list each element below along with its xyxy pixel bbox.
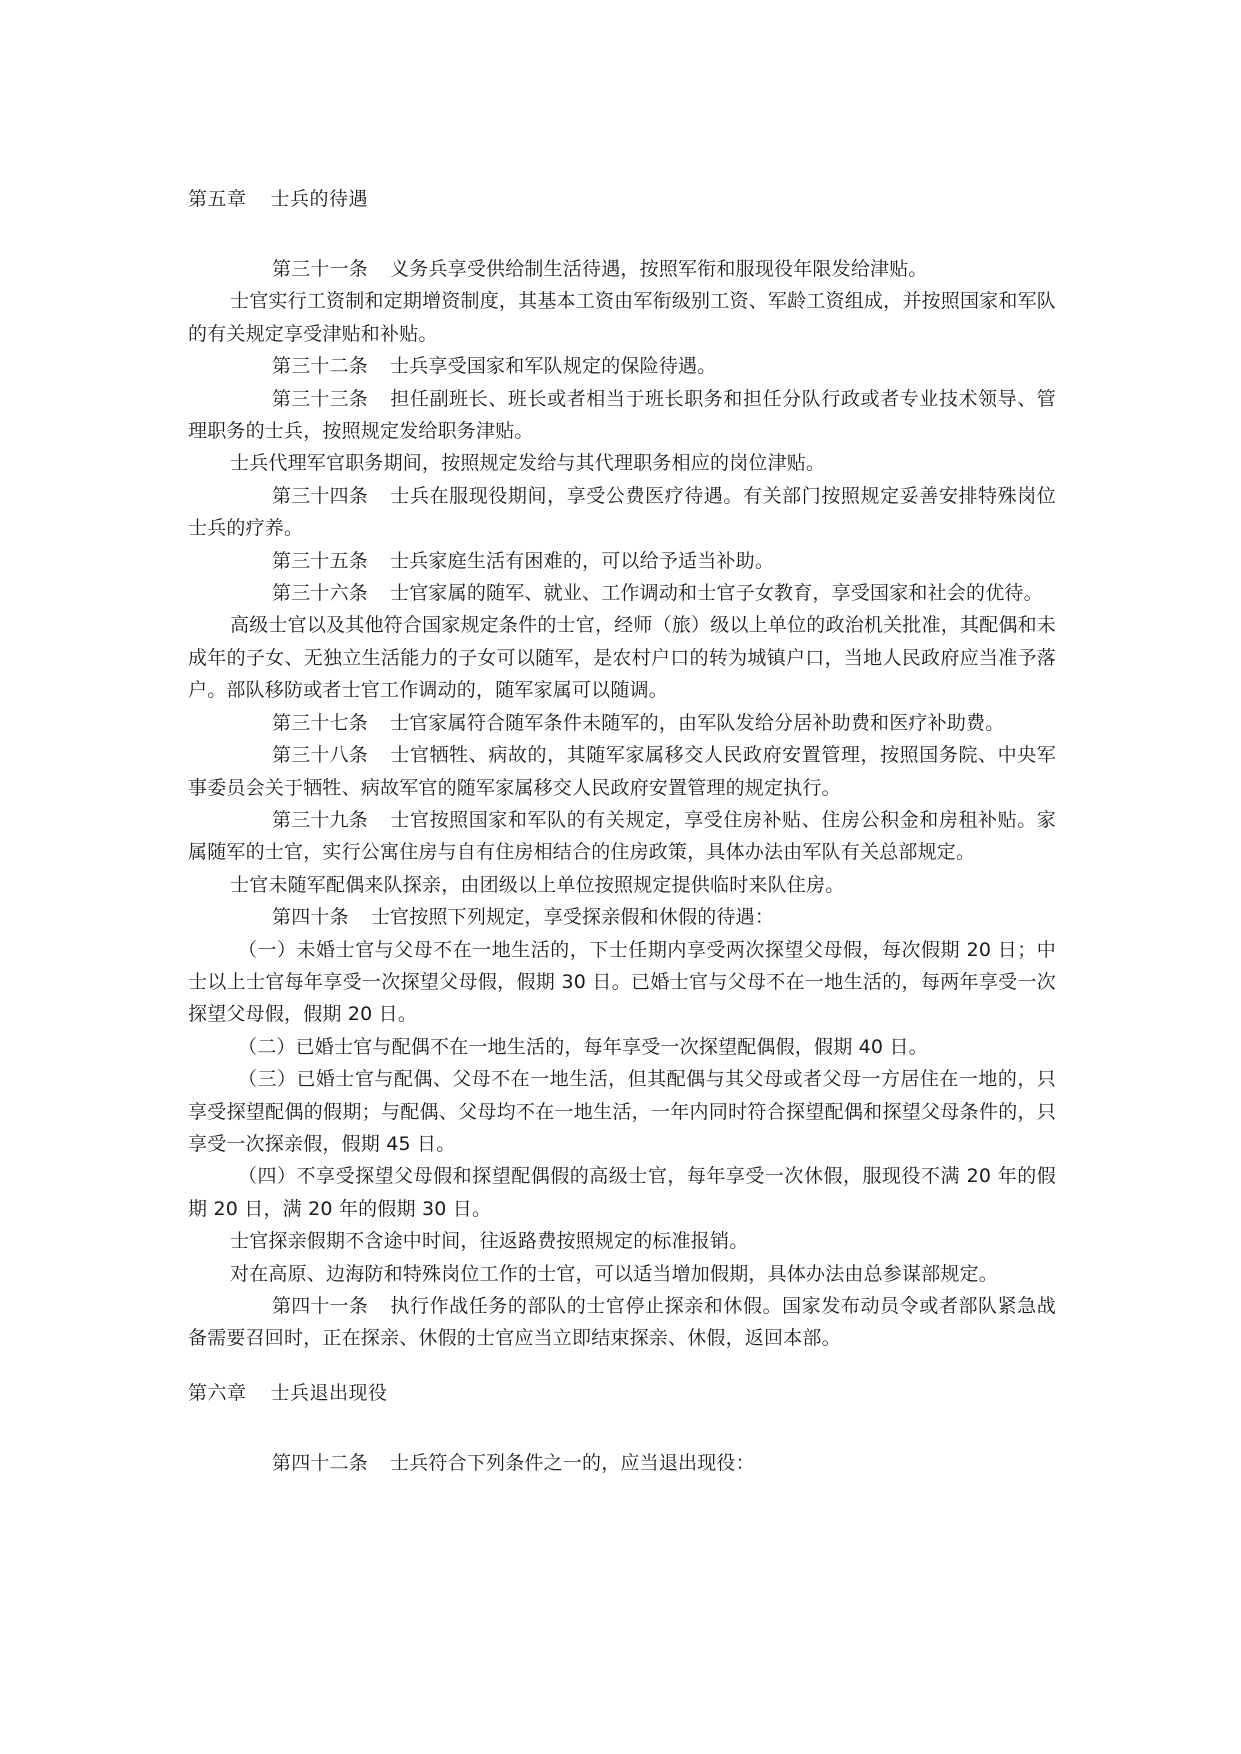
paragraph [188,1225,1056,1257]
paragraph [188,285,1056,350]
paragraph [188,447,1056,479]
article-number: 第三十八条 [272,744,369,767]
paragraph-text: 执行作战任务的部队的士官停止探亲和休假。国家发布动员令或者部队紧急战备需要召回时，正在探亲、休假的士官应当立即结束探亲、休假，返回本部。 [188,1295,1056,1350]
paragraph-text: 士官探亲假期不含途中时间，往返路费按照规定的标准报销。 [230,1230,749,1253]
paragraph-text: 士兵符合下列条件之一的，应当退出现役： [390,1451,755,1474]
article-number: 第三十一条 [272,258,369,280]
article-number: 第三十九条 [272,808,369,831]
paragraph [188,804,1056,869]
paragraph [188,1063,1056,1160]
paragraph [188,253,1056,285]
paragraph [188,934,1056,1031]
paragraph-text: 士官实行工资制和定期增资制度，其基本工资由军衔级别工资、军龄工资组成，并按照国家和军队的有关规定享受津贴和补贴。 [188,290,1056,345]
paragraph [188,383,1056,448]
chapter-number: 第六章 [188,1381,247,1404]
paragraph-text: 士兵家庭生活有困难的，可以给予适当补助。 [390,549,775,572]
article-number: 第三十三条 [272,387,369,410]
document-page [188,183,1056,1479]
paragraph [188,1290,1056,1355]
article-number: 第三十二条 [272,355,369,378]
article-number: 第三十四条 [272,484,369,507]
paragraph-text: 高级士官以及其他符合国家规定条件的士官，经师（旅）级以上单位的政治机关批准，其配偶和未成年的子女、无独立生活能力的子女可以随军，是农村户口的转为城镇户口，当地人民政府应当准予落户。部队移防或者士官工作调动的，随军家属可以随调。 [188,614,1056,702]
paragraph [188,1447,1056,1479]
paragraph-text: 士兵代理军官职务期间，按照规定发给与其代理职务相应的岗位津贴。 [230,452,826,475]
article-number: 第三十六条 [272,582,369,605]
article-number: 第四十二条 [272,1451,369,1474]
chapter-heading [188,1377,1056,1409]
paragraph-text: 对在高原、边海防和特殊岗位工作的士官，可以适当增加假期，具体办法由总参谋部规定。 [230,1262,999,1285]
paragraph [188,1031,1056,1063]
chapter-title: 士兵的待遇 [270,188,369,210]
paragraph [188,350,1056,382]
paragraph-text: 士官按照国家和军队的有关规定，享受住房补贴、住房公积金和房租补贴。家属随军的士官，实行公寓住房与自有住房相结合的住房政策，具体办法由军队有关总部规定。 [188,808,1056,864]
paragraph-text: （一）未婚士官与父母不在一地生活的，下士任期内享受两次探望父母假，每次假期 20 日；中士以上士官每年享受一次探望父母假，假期 30 日。已婚士官与父母不在一地生活的，每两年享受一次探望父母假，假期 20 日。 [188,938,1056,1026]
paragraph [188,1258,1056,1290]
chapter-body [188,253,1056,1355]
chapter-body [188,1447,1056,1479]
paragraph-text: （二）已婚士官与配偶不在一地生活的，每年享受一次探望配偶假，假期 40 日。 [238,1035,928,1058]
paragraph [188,707,1056,739]
paragraph-text: 士官家属符合随军条件未随军的，由军队发给分居补助费和医疗补助费。 [390,711,1005,734]
paragraph-text: （四）不享受探望父母假和探望配偶假的高级士官，每年享受一次休假，服现役不满 20 年的假期 20 日，满 20 年的假期 30 日。 [188,1165,1056,1220]
article-number: 第四十一条 [272,1295,369,1317]
chapter-heading [188,183,1056,215]
paragraph [188,869,1056,901]
paragraph [188,480,1056,545]
paragraph [188,545,1056,577]
paragraph [188,609,1056,706]
paragraph-text: 义务兵享受供给制生活待遇，按照军衔和服现役年限发给津贴。 [390,258,928,280]
article-number: 第四十条 [272,906,349,929]
paragraph [188,901,1056,933]
paragraph [188,1160,1056,1225]
chapter-number: 第五章 [188,188,247,210]
article-number: 第三十七条 [272,711,369,734]
paragraph [188,739,1056,804]
paragraph [188,577,1056,609]
paragraph-text: 士官家属的随军、就业、工作调动和士官子女教育，享受国家和社会的优待。 [390,582,1043,605]
paragraph-text: 士官未随军配偶来队探亲，由团级以上单位按照规定提供临时来队住房。 [230,873,845,896]
paragraph-text: 士官牺牲、病故的，其随军家属移交人民政府安置管理，按照国务院、中央军事委员会关于牺牲、病故军官的随军家属移交人民政府安置管理的规定执行。 [188,744,1056,799]
article-number: 第三十五条 [272,549,369,572]
paragraph-text: （三）已婚士官与配偶、父母不在一地生活，但其配偶与其父母或者父母一方居住在一地的，只享受探望配偶的假期；与配偶、父母均不在一地生活，一年内同时符合探望配偶和探望父母条件的，只享受一次探亲假，假期 45 日。 [188,1068,1056,1155]
paragraph-text: 士官按照下列规定，享受探亲假和休假的待遇： [370,906,775,929]
paragraph-text: 士兵享受国家和军队规定的保险待遇。 [390,355,717,378]
paragraph-text: 担任副班长、班长或者相当于班长职务和担任分队行政或者专业技术领导、管理职务的士兵，按照规定发给职务津贴。 [188,387,1056,443]
paragraph-text: 士兵在服现役期间，享受公费医疗待遇。有关部门按照规定妥善安排特殊岗位士兵的疗养。 [188,484,1056,540]
chapter-title: 士兵退出现役 [270,1381,388,1404]
